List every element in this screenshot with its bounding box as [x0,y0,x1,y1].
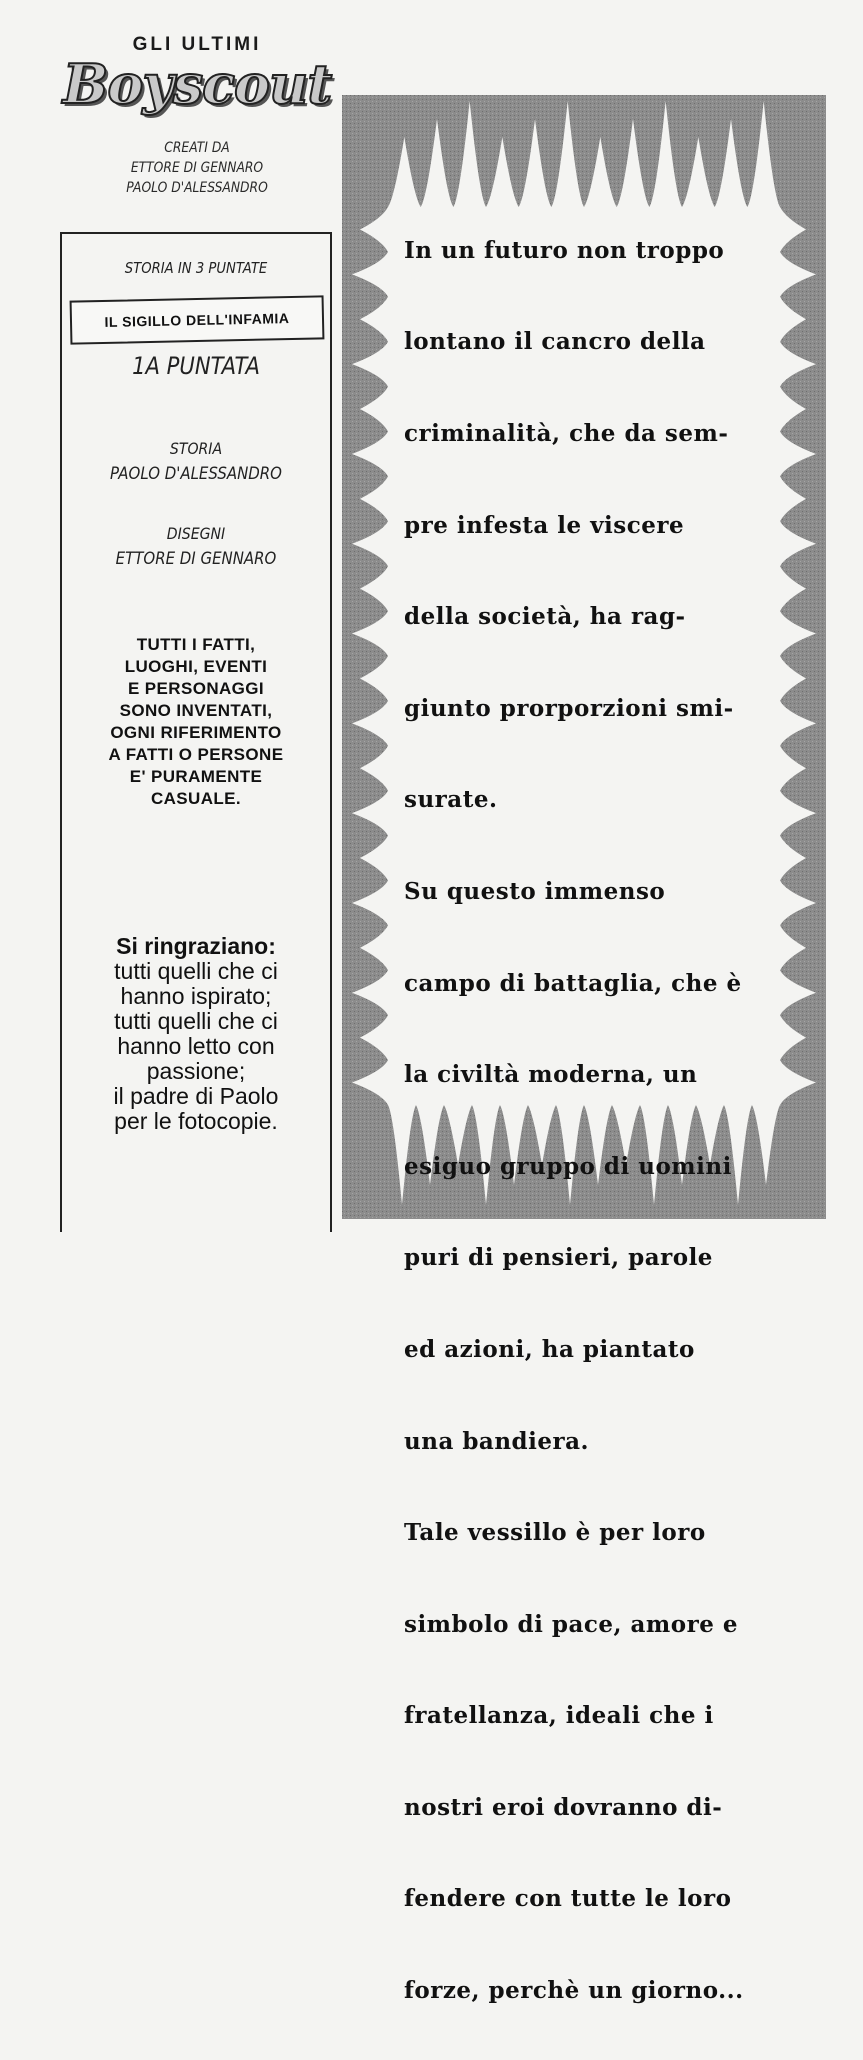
narrative-text [404,182,804,2060]
narrative-line: giunto prorporzioni smi- [404,694,734,722]
narrative-line: lontano il cancro della [404,328,706,356]
narrative-line: esiguo gruppo di uomini [404,1152,732,1180]
narrative-line: In un futuro non troppo [404,236,725,264]
narrative-line: fratellanza, ideali che i [404,1702,714,1730]
sidebar-box [60,232,332,1232]
credits-line: CREATI DA [164,140,230,156]
narrative-line: nostri eroi dovranno di- [404,1793,723,1821]
narrative-line: Su questo immenso [404,877,666,905]
episode-title-banner [70,295,325,344]
narrative-line: della società, ha rag- [404,603,686,631]
disclaimer-line: E' PURAMENTE [129,767,263,786]
credits [78,138,316,198]
episode-title: IL SIGILLO DELL'INFAMIA [104,310,290,330]
narrative-line: criminalità, che da sem- [404,419,729,447]
narrative-line: Tale vessillo è per loro [404,1519,706,1547]
episode-number: 1A PUNTATA [132,352,260,380]
narrative-line: una bandiera. [404,1427,590,1455]
narrative-line: pre infesta le viscere [404,511,685,539]
disclaimer-line: A FATTI O PERSONE [108,745,284,764]
series-label: STORIA IN 3 PUNTATE [124,259,268,277]
logo-top-line: GLI ULTIMI [132,34,262,55]
art-author: ETTORE DI GENNARO [115,549,277,569]
disclaimer-line: TUTTI I FATTI, [136,635,256,654]
credits-line: ETTORE DI GENNARO [130,160,264,176]
logo-main-title: Boyscout [62,52,332,116]
disclaimer-line: SONO INVENTATI, [119,701,273,720]
credits-line: PAOLO D'ALESSANDRO [126,180,268,196]
narrative-line: campo di battaglia, che è [404,969,742,997]
acknowledgements-line: hanno letto con [117,1033,275,1059]
narrative-line: simbolo di pace, amore e [404,1610,738,1638]
acknowledgements-line: tutti quelli che ci [114,1008,278,1034]
acknowledgements-line: tutti quelli che ci [114,958,278,984]
disclaimer [62,634,330,810]
acknowledgements-line: per le fotocopie. [114,1108,278,1134]
acknowledgements-line: hanno ispirato; [120,983,272,1009]
acknowledgements [62,934,330,1134]
story-author: PAOLO D'ALESSANDRO [110,464,282,484]
narrative-line: forze, perchè un giorno... [404,1977,744,2005]
disclaimer-line: CASUALE. [150,789,242,808]
acknowledgements-line: il padre di Paolo [113,1083,279,1109]
disclaimer-line: LUOGHI, EVENTI [124,657,268,676]
disclaimer-line: E PERSONAGGI [127,679,265,698]
narrative-line: surate. [404,786,498,814]
story-label: STORIA [169,439,223,458]
narrative-line: puri di pensieri, parole [404,1244,713,1272]
narrative-line: fendere con tutte le loro [404,1885,732,1913]
art-label: DISEGNI [166,524,226,543]
narrative-line: ed azioni, ha piantato [404,1335,695,1363]
acknowledgements-line: passione; [146,1058,246,1084]
disclaimer-line: OGNI RIFERIMENTO [110,723,282,742]
acknowledgements-title: Si ringraziano: [116,933,276,959]
narrative-line: la civiltà moderna, un [404,1061,698,1089]
